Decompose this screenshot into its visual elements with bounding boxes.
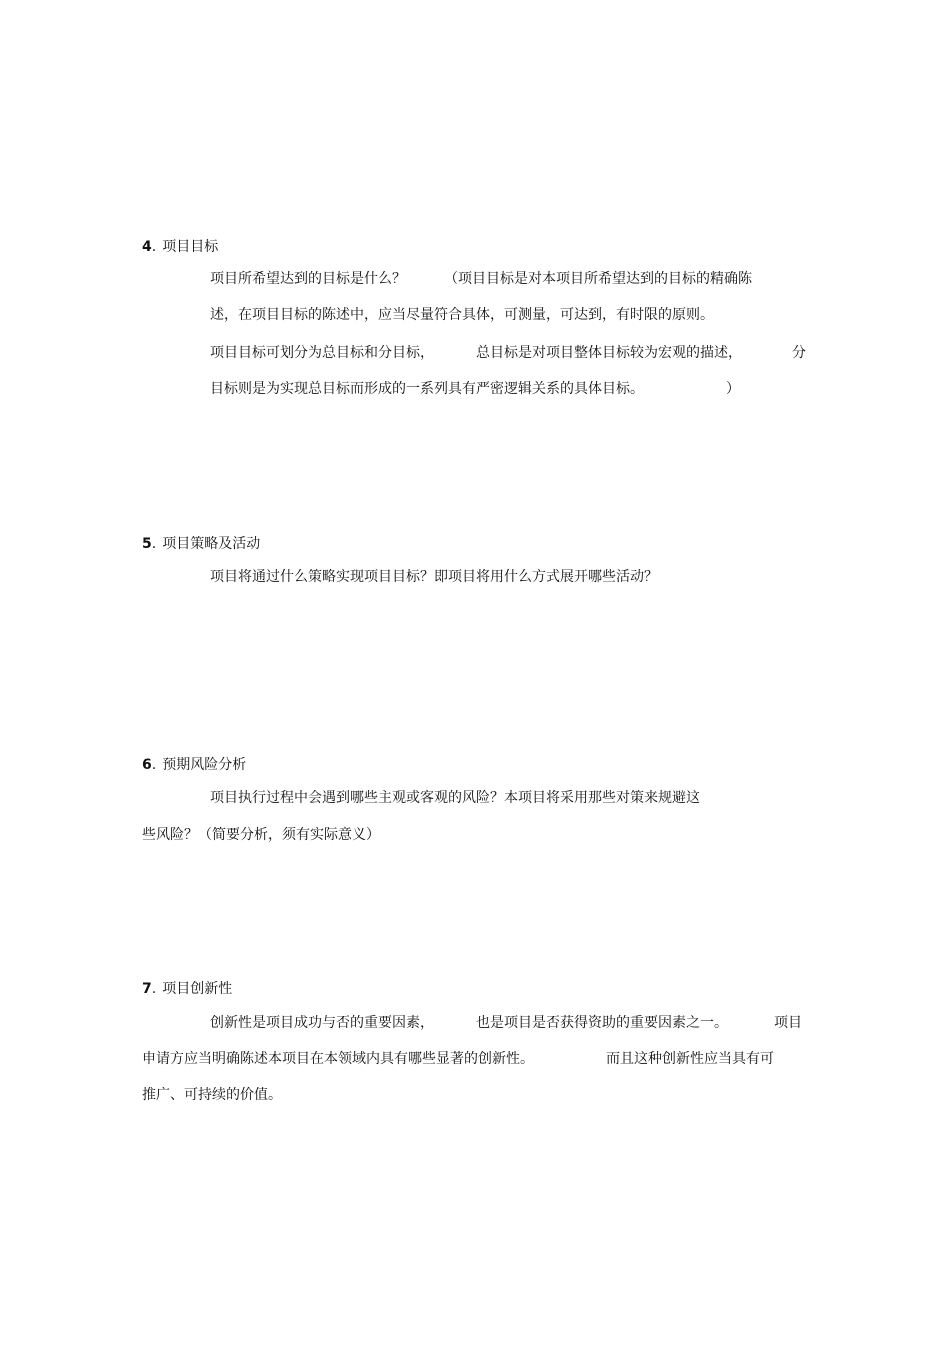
section-number: 7 — [142, 981, 152, 997]
section-4-line-3b — [476, 344, 742, 362]
text-segment: 总目标是对项目整体目标较为宏观的描述， — [476, 345, 742, 361]
section-4-line-4b — [726, 380, 740, 398]
text-segment: 项目所希望达到的目标是什么？ — [210, 271, 406, 287]
section-7-line-3 — [142, 1086, 282, 1104]
section-7-line-1b — [476, 1014, 728, 1032]
section-4-line-1b — [444, 270, 752, 288]
text-segment: 些风险？（简要分析，须有实际意义） — [142, 827, 380, 843]
text-segment: 也是项目是否获得资助的重要因素之一。 — [476, 1015, 728, 1031]
section-4-line-1 — [210, 270, 406, 288]
text-segment: 申请方应当明确陈述本项目在本领域内具有哪些显著的创新性。 — [142, 1051, 534, 1067]
text-segment: 而且这种创新性应当具有可 — [606, 1051, 774, 1067]
section-4-heading: 4. 项目目标 — [142, 239, 219, 255]
text-segment: 项目执行过程中会遇到哪些主观或客观的风险？本项目将采用那些对策来规避这 — [210, 790, 700, 806]
section-6-line-1 — [210, 789, 700, 807]
section-7-heading: 7. 项目创新性 — [142, 981, 233, 997]
section-6-heading: 6. 预期风险分析 — [142, 757, 247, 773]
section-number: 6 — [142, 757, 152, 773]
text-segment: 述，在项目目标的陈述中，应当尽量符合具体，可测量，可达到，有时限的原则。 — [210, 307, 714, 323]
section-7-line-2 — [142, 1050, 534, 1068]
section-4-line-3c — [792, 344, 806, 362]
section-number: 4 — [142, 239, 152, 255]
section-title: 项目创新性 — [162, 981, 233, 997]
text-segment: 项目 — [774, 1015, 802, 1031]
text-segment: 推广、可持续的价值。 — [142, 1087, 282, 1103]
section-4-line-4 — [210, 380, 644, 398]
text-segment: （项目目标是对本项目所希望达到的目标的精确陈 — [444, 271, 752, 287]
text-segment: 项目将通过什么策略实现项目目标？即项目将用什么方式展开哪些活动？ — [210, 569, 658, 585]
section-title: 预期风险分析 — [162, 757, 247, 773]
section-title: 项目策略及活动 — [162, 536, 261, 552]
section-5-heading: 5. 项目策略及活动 — [142, 536, 261, 552]
section-7-line-1 — [210, 1014, 434, 1032]
section-6-line-2 — [142, 826, 380, 844]
text-segment: 分 — [792, 345, 806, 361]
section-5-line-1 — [210, 568, 658, 586]
section-7-line-1c — [774, 1014, 802, 1032]
text-segment: 目标则是为实现总目标而形成的一系列具有严密逻辑关系的具体目标。 — [210, 381, 644, 397]
section-7-line-2b — [606, 1050, 774, 1068]
section-title: 项目目标 — [162, 239, 219, 255]
text-segment: 创新性是项目成功与否的重要因素， — [210, 1015, 434, 1031]
section-number: 5 — [142, 536, 152, 552]
section-4-line-2 — [210, 306, 714, 324]
text-segment: ） — [726, 381, 740, 397]
section-4-line-3 — [210, 344, 434, 362]
text-segment: 项目目标可划分为总目标和分目标， — [210, 345, 434, 361]
